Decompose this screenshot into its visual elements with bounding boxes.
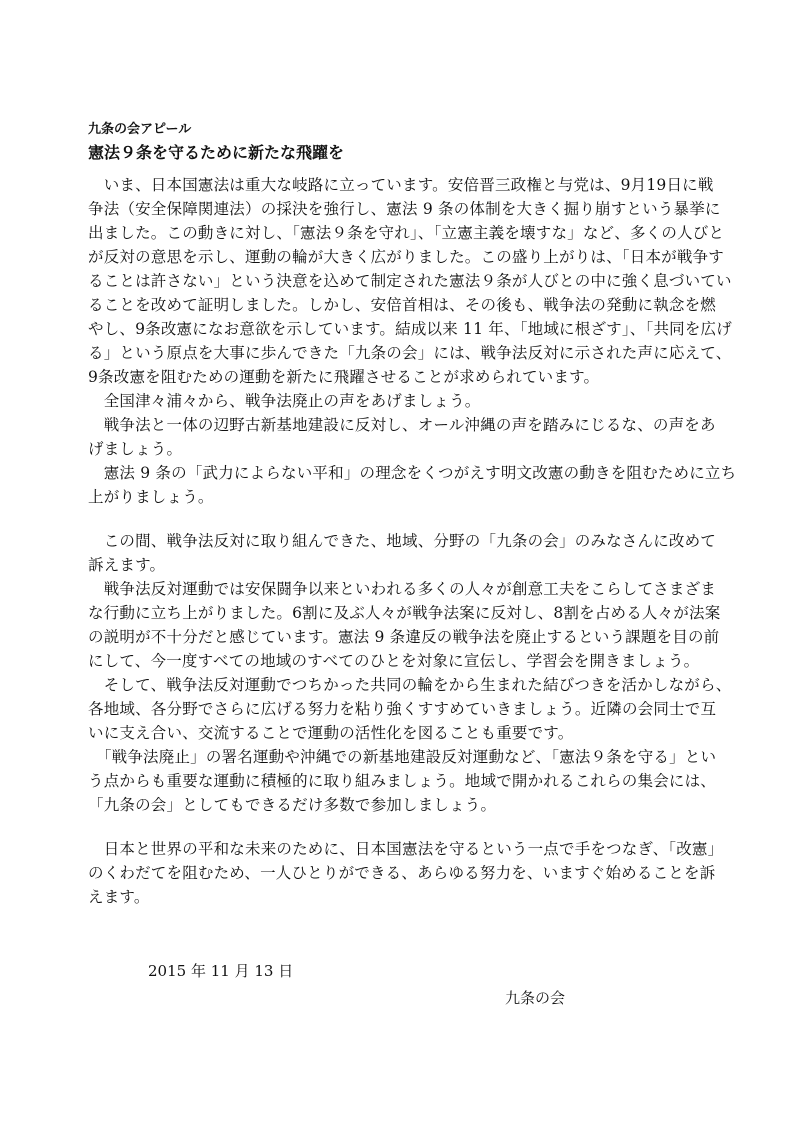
text-line: う点からも重要な運動に積極的に取り組みましょう。地域で開かれるこれらの集会には、 — [88, 772, 717, 790]
text-line: いに支え合い、交流することで運動の活性化を図ることも重要です。 — [88, 724, 574, 742]
text-line: 「九条の会」としてもできるだけ多数で参加しましょう。 — [88, 796, 497, 814]
text-line: が反対の意思を示し、運動の輪が大きく広がりました。この盛り上がりは、「日本が戦争す — [88, 248, 724, 266]
text-line: 「戦争法廃止」の署名運動や沖縄での新基地建設反対運動など、「憲法９条を守る」とい — [88, 748, 717, 766]
text-line: えます。 — [88, 888, 150, 906]
text-line: やし、9条改憲になお意欲を示しています。結成以来 11 年、「地域に根ざす」、「共同を広げ — [88, 320, 732, 338]
text-line: ることを改めて証明しました。しかし、安倍首相は、その後も、戦争法の発動に執念を燃 — [88, 296, 717, 314]
text-line: げましょう。 — [88, 440, 183, 458]
text-line: 全国津々浦々から、戦争法廃止の声をあげましょう。 — [88, 392, 481, 410]
paragraph-group-3 — [88, 837, 724, 909]
paragraph-group-2 — [88, 529, 732, 817]
document-date: 2015 年 11 月 13 日 — [148, 962, 294, 980]
text-line: る」という原点を大事に歩んできた「九条の会」には、戦争法反対に示された声に応えて、 — [88, 344, 732, 362]
text-line: 戦争法と一体の辺野古新基地建設に反対し、オール沖縄の声を踏みにじるな、の声をあ — [88, 416, 716, 434]
text-line: いま、日本国憲法は重大な岐路に立っています。安倍晋三政権と与党は、9月19日に戦 — [88, 176, 714, 194]
text-line: 日本と世界の平和な未来のために、日本国憲法を守るという一点で手をつなぎ、「改憲」 — [88, 840, 724, 858]
text-line: にして、今一度すべての地域のすべてのひとを対象に宣伝し、学習会を開きましょう。 — [88, 652, 700, 670]
document-label: 九条の会アピール — [88, 122, 192, 137]
text-line: ることは許さない」という決意を込めて制定された憲法９条が人びとの中に強く息づいてい — [88, 272, 732, 290]
text-line: 上がりましょう。 — [88, 488, 214, 506]
text-line: な行動に立ち上がりました。6割に及ぶ人々が戦争法案に反対し、8割を占める人々が法案 — [88, 604, 721, 622]
text-line: 憲法 9 条の「武力によらない平和」の理念をくつがえす明文改憲の動きを阻むために立ち — [88, 464, 737, 482]
text-line: 争法（安全保障関連法）の採決を強行し、憲法 9 条の体制を大きく掘り崩すという暴挙に — [88, 200, 721, 218]
signature: 九条の会 — [505, 989, 566, 1007]
text-line: 戦争法反対運動では安保闘争以来といわれる多くの人々が創意工夫をこらしてさまざま — [88, 580, 717, 598]
text-line: 各地域、各分野でさらに広げる努力を粘り強くすすめていきましょう。近隣の会同士で互 — [88, 700, 717, 718]
text-line: のくわだてを阻むため、一人ひとりができる、あらゆる努力を、いますぐ始めることを訴 — [88, 864, 716, 882]
text-line: 訴えます。 — [88, 556, 166, 574]
text-line: の説明が不十分だと感じています。憲法 9 条違反の戦争法を廃止するという課題を目の前 — [88, 628, 720, 646]
text-line: そして、戦争法反対運動でつちかった共同の輪をから生まれた結びつきを活かしながら、 — [88, 676, 732, 694]
text-line: 9条改憲を阻むための運動を新たに飛躍させることが求められています。 — [88, 368, 600, 386]
document-title: 憲法９条を守るために新たな飛躍を — [88, 143, 345, 162]
text-line: この間、戦争法反対に取り組んできた、地域、分野の「九条の会」のみなさんに改めて — [88, 532, 717, 550]
paragraph-group-1 — [88, 173, 737, 509]
text-line: 出ました。この動きに対し、「憲法９条を守れ」、「立憲主義を壊すな」など、多くの人びと — [88, 224, 725, 242]
